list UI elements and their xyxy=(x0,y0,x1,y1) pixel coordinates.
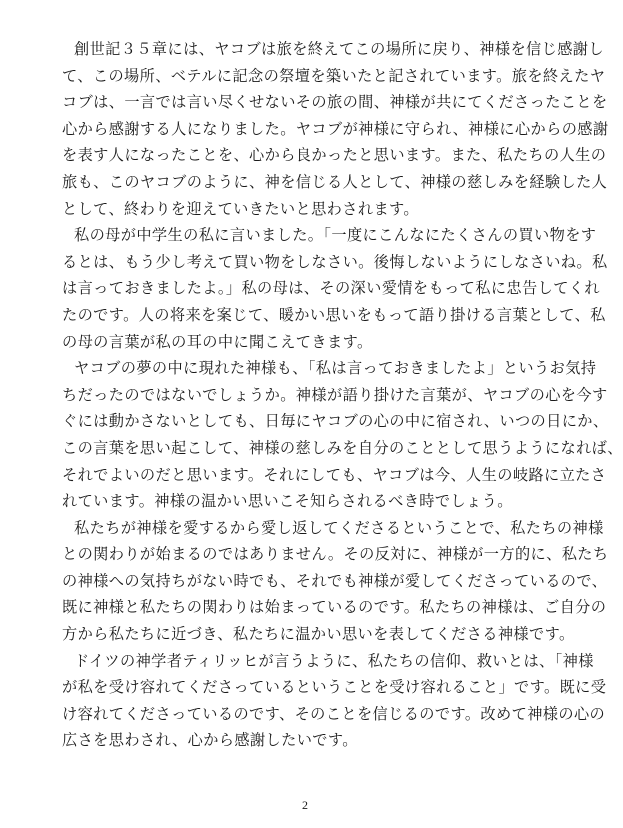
text-line: この言葉を思い起こして、神様の慈しみを自分のこととして思うようになれば、 xyxy=(62,438,623,457)
text-line: て、この場所、ベテルに記念の祭壇を築いたと記されています。旅を終えたヤ xyxy=(62,66,606,85)
text-line: コブは、一言では言い尽くせないその旅の間、神様が共にてくださったことを xyxy=(62,93,608,112)
text-line: 方から私たちに近づき、私たちに温かい思いを表してくださる神様です。 xyxy=(62,625,575,644)
text-line: ちだったのではないでしょうか。神様が語り掛けた言葉が、ヤコブの心を今す xyxy=(62,385,608,404)
text-line: 創世記３５章には、ヤコブは旅を終えてこの場所に戻り、神様を信じ感謝し xyxy=(74,40,604,58)
paragraph-4 xyxy=(62,515,609,648)
text-line: ヤコブの夢の中に現れた神様も、「私は言っておきましたよ」というお気持 xyxy=(74,359,597,378)
text-line: として、終わりを迎えていきたいと思わされます。 xyxy=(62,199,419,218)
text-line: ドイツの神学者ティリッヒが言うように、私たちの信仰、救いとは、「神様 xyxy=(74,651,594,670)
paragraph-1 xyxy=(62,36,609,222)
text-line: は言っておきましたよ。」私の母は、その深い愛情をもって私に忠告してくれ xyxy=(62,279,600,298)
text-line: 既に神様と私たちの関わりは始まっているのです。私たちの神様は、ご自分の xyxy=(62,598,607,617)
text-line: を表す人になったことを、心から良かったと思います。また、私たちの人生の xyxy=(62,146,607,165)
text-line: との関わりが始まるのではありません。その反対に、神様が一方的に、私たち xyxy=(62,545,609,564)
text-line: るとは、もう少し考えて買い物をしなさい。後悔しないようにしなさいね。私 xyxy=(62,252,608,271)
text-line: 心から感謝する人になりました。ヤコブが神様に守られ、神様に心からの感謝 xyxy=(62,119,609,138)
text-line: け容れてくださっているのです、そのことを信じるのです。改めて神様の心の xyxy=(62,704,606,723)
text-line: の神様への気持ちがない時でも、それでも神様が愛してくださっているので、 xyxy=(62,571,608,590)
text-line: 私の母が中学生の私に言いました。「一度にこんなにたくさんの買い物をす xyxy=(74,226,597,245)
text-line: が私を受け容れてくださっているということを受け容れること」です。既に受 xyxy=(62,678,607,697)
text-line: れています。神様の温かい思いこそ知らされるべき時でしょう。 xyxy=(62,492,513,511)
body-text xyxy=(62,36,623,754)
paragraph-2 xyxy=(62,222,608,355)
text-line: 旅も、このヤコブのように、神を信じる人として、神様の慈しみを経験した人 xyxy=(62,172,608,191)
paragraph-5 xyxy=(62,648,607,754)
text-line: 広さを思わされ、心から感謝したいです。 xyxy=(62,731,358,750)
text-line: それでよいのだと思います。それにしても、ヤコブは今、人生の岐路に立たさ xyxy=(62,465,607,484)
text-line: たのです。人の将来を案じて、暖かい思いをもって語り掛ける言葉として、私 xyxy=(62,305,606,324)
page-number: 2 xyxy=(302,798,308,812)
text-line: 私たちが神様を愛するから愛し返してくださるということで、私たちの神様 xyxy=(74,518,604,537)
text-line: ぐには動かさないとしても、日毎にヤコブの心の中に宿され、いつの日にか、 xyxy=(62,412,609,431)
text-line: の母の言葉が私の耳の中に聞こえてきます。 xyxy=(62,332,373,351)
paragraph-3 xyxy=(62,355,623,515)
